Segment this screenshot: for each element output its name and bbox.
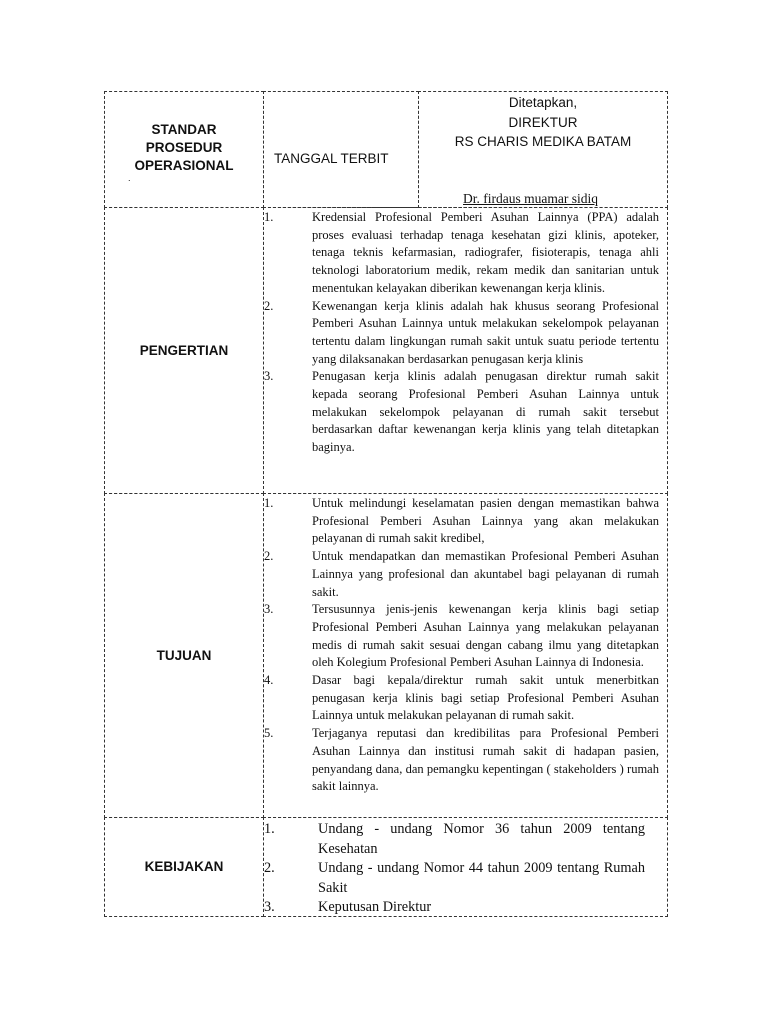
item-text: Untuk mendapatkan dan memastikan Profesional Pemberi Asuhan Lainnya yang profesional dan akuntabel bagi pelayanan di rumah sakit. xyxy=(312,549,659,599)
approval-ditetapkan: Ditetapkan, xyxy=(508,95,578,110)
item-number: 4. xyxy=(264,673,274,688)
item-text: Undang - undang Nomor 36 tahun 2009 tentang Kesehatan xyxy=(318,821,645,857)
sop-title-cell xyxy=(104,91,264,208)
approval-block xyxy=(419,93,667,152)
item-number: 2. xyxy=(264,860,275,877)
item-number: 1. xyxy=(264,821,275,837)
item-number: 1. xyxy=(264,210,274,224)
tujuan-list xyxy=(264,495,667,796)
pengertian-label: PENGERTIAN xyxy=(139,342,229,358)
pengertian-item xyxy=(264,368,659,457)
sop-title xyxy=(134,121,233,175)
tujuan-item xyxy=(264,601,659,672)
tanggal-terbit-label: TANGGAL TERBIT xyxy=(274,151,389,166)
item-number: 5. xyxy=(264,726,274,741)
item-text: Undang - undang Nomor 44 tahun 2009 tentang Rumah Sakit xyxy=(318,860,645,896)
tanggal-terbit-cell xyxy=(263,91,419,208)
pengertian-content-cell xyxy=(263,207,668,494)
tujuan-item xyxy=(264,672,659,725)
sop-dot: . xyxy=(128,173,131,183)
kebijakan-item xyxy=(264,898,645,918)
sop-title-line-3: OPERASIONAL xyxy=(134,157,234,173)
signatory-name: Dr. firdaus muamar sidiq xyxy=(463,191,598,206)
item-number: 2. xyxy=(264,549,274,564)
item-number: 1. xyxy=(264,496,274,510)
approval-cell xyxy=(418,91,668,208)
item-text: Kredensial Profesional Pemberi Asuhan Lainnya (PPA) adalah proses evaluasi terhadap tenaga kesehatan gizi klinis, apoteker, tenaga teknis kefarmasian, radiografer, fisioterapis, tenaga ahli teknologi laboratorium medik, rekam medik dan sanitarian untuk menentukan kelayakan diberikan kewenangan kerja klinis. xyxy=(312,210,659,295)
kebijakan-item xyxy=(264,820,645,859)
tujuan-content-cell xyxy=(263,493,668,818)
pengertian-list xyxy=(264,209,667,457)
item-text: Tersusunnya jenis-jenis kewenangan kerja klinis bagi setiap Profesional Pemberi Asuhan Lainnya yang melakukan pelayanan medis di rumah sakit sesuai dengan cabang ilmu yang ditetapkan oleh Kolegium Profesional Pemberi Asuhan Lainnya di Indonesia. xyxy=(312,602,659,670)
kebijakan-content-cell xyxy=(263,817,668,917)
pengertian-item xyxy=(264,298,659,369)
pengertian-label-cell xyxy=(104,207,264,494)
pengertian-item xyxy=(264,209,659,298)
item-text: Penugasan kerja klinis adalah penugasan direktur rumah sakit kepada seorang Profesional Pemberi Asuhan Lainnya untuk melakukan sekelompok pelayanan di rumah sakit tersebut berdasarkan daftar kewenangan kerja klinis yang telah ditetapkan baginya. xyxy=(312,369,659,455)
approval-hospital: RS CHARIS MEDIKA BATAM xyxy=(454,134,632,149)
sop-title-line-1: STANDAR xyxy=(151,121,217,137)
item-text: Untuk melindungi keselamatan pasien dengan memastikan bahwa Profesional Pemberi Asuhan Lainnya yang akan melakukan pelayanan di rumah sakit kredibel, xyxy=(312,496,659,546)
item-text: Kewenangan kerja klinis adalah hak khusus seorang Profesional Pemberi Asuhan Lainnya untuk melakukan sekelompok pelayanan tertentu dalam lingkungan rumah sakit untuk suatu periode tertentu yang dilaksanakan berdasarkan penugasan kerja klinis xyxy=(312,298,659,366)
kebijakan-label-cell xyxy=(104,817,264,917)
approval-title: DIREKTUR xyxy=(508,114,578,130)
kebijakan-list xyxy=(264,820,667,918)
sop-title-line-2: PROSEDUR xyxy=(145,139,223,155)
tujuan-label: TUJUAN xyxy=(156,647,212,663)
item-number: 3. xyxy=(264,602,274,617)
item-text: Dasar bagi kepala/direktur rumah sakit untuk menerbitkan penugasan kerja klinis bagi setiap Profesional Pemberi Asuhan Lainnya untuk melakukan pelayanan di rumah sakit. xyxy=(312,673,659,723)
tujuan-label-cell xyxy=(104,493,264,818)
kebijakan-item xyxy=(264,859,645,898)
item-number: 3. xyxy=(264,899,275,916)
tujuan-item xyxy=(264,725,659,796)
item-text: Terjaganya reputasi dan kredibilitas para Profesional Pemberi Asuhan Lainnya dan institusi rumah sakit di hadapan pasien, penyandang dana, dan pemangku kepentingan ( stakeholders ) rumah sakit lainnya. xyxy=(312,726,659,794)
item-number: 3. xyxy=(264,369,274,384)
item-text: Keputusan Direktur xyxy=(318,899,432,916)
tujuan-item xyxy=(264,548,659,601)
kebijakan-label: KEBIJAKAN xyxy=(144,859,224,874)
item-number: 2. xyxy=(264,298,274,313)
tujuan-item xyxy=(264,495,659,548)
